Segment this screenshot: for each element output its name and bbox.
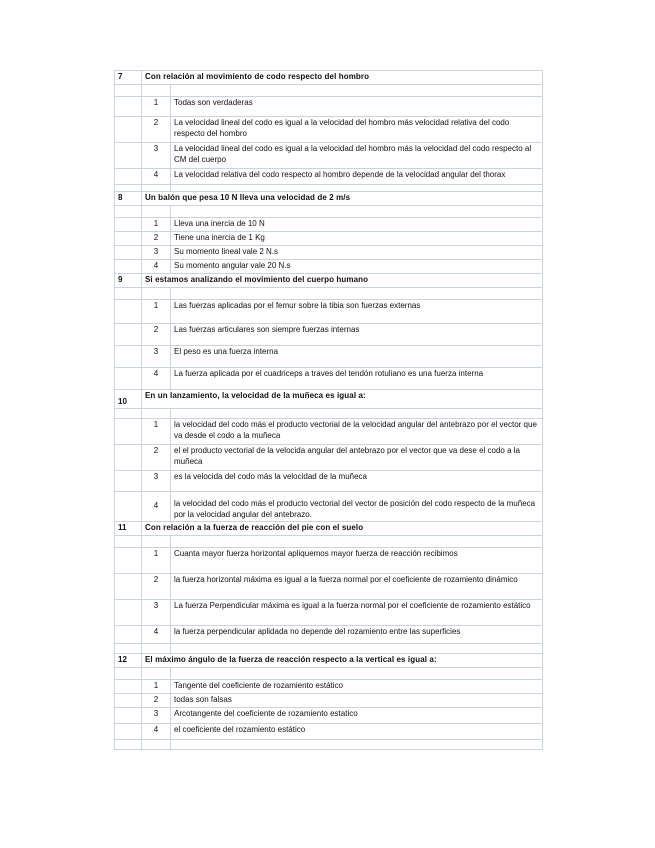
option-index: 4 (142, 626, 171, 644)
option-row (115, 260, 543, 274)
spacer-row (115, 409, 543, 419)
option-text: La velocidad lineal del codo es igual a la velocidad del hombro más velocidad relativa del codo respecto del hombro (171, 117, 543, 143)
question-row (115, 274, 543, 288)
question-text: El máximo ángulo de la fuerza de reacción respecto a la vertical es igual a: (142, 654, 543, 668)
question-number: 11 (115, 522, 142, 536)
option-text: Arcotangente del coeficiente de rozamiento estatico (171, 708, 543, 724)
option-index: 1 (142, 680, 171, 694)
option-text: el coeficiente del rozamiento estático (171, 724, 543, 740)
spacer-row (115, 206, 543, 218)
question-number: 12 (115, 654, 142, 668)
option-index: 4 (142, 368, 171, 390)
question-row (115, 390, 543, 409)
option-row (115, 600, 543, 626)
option-index: 3 (142, 143, 171, 169)
question-text: Un balón que pesa 10 N lleva una velocidad de 2 m/s (142, 192, 543, 206)
option-index: 4 (142, 724, 171, 740)
option-row (115, 419, 543, 445)
question-text: Con relación al movimiento de codo respecto del hombro (142, 71, 543, 85)
option-row (115, 492, 543, 522)
option-text: La velocidad relativa del codo respecto al hombro depende de la velocidad angular del thorax (171, 169, 543, 185)
option-index: 3 (142, 600, 171, 626)
option-text: Tiene una inercia de 1 Kg (171, 232, 543, 246)
option-text: la fuerza perpendicular aplidada no depende del rozamiento entre las superficies (171, 626, 543, 644)
option-row (115, 346, 543, 368)
option-index: 1 (142, 300, 171, 324)
question-number: 8 (115, 192, 142, 206)
option-row (115, 368, 543, 390)
option-index: 1 (142, 548, 171, 574)
option-row (115, 232, 543, 246)
option-index: 2 (142, 117, 171, 143)
question-sheet (114, 70, 543, 750)
spacer-row (115, 85, 543, 97)
option-text: el el producto vectorial de la velocida angular del antebrazo por el vector que va dese el codo a la muñeca (171, 445, 543, 471)
option-row (115, 324, 543, 346)
option-text: la velocidad del codo más el producto vectorial del vector de posición del codo respecto de la muñeca por la velocidad angular del antebrazo. (171, 492, 543, 522)
question-text: Si estamos analizando el movimiento del cuerpo humano (142, 274, 543, 288)
option-row (115, 246, 543, 260)
spacer-row (115, 668, 543, 680)
spacer-row (115, 536, 543, 548)
option-row (115, 694, 543, 708)
spacer-row (115, 185, 543, 192)
question-number: 10 (115, 390, 142, 409)
question-row (115, 522, 543, 536)
option-text: La fuerza aplicada por el cuadriceps a traves del tendón rotuliano es una fuerza interna (171, 368, 543, 390)
option-index: 1 (142, 97, 171, 117)
option-row (115, 445, 543, 471)
option-index: 3 (142, 708, 171, 724)
option-text: El peso es una fuerza interna (171, 346, 543, 368)
option-text: Tangente del coeficiente de rozamiento estático (171, 680, 543, 694)
question-row (115, 654, 543, 668)
question-number: 7 (115, 71, 142, 85)
option-text: Las fuerzas articulares son siempre fuerzas internas (171, 324, 543, 346)
spacer-row (115, 288, 543, 300)
option-index: 2 (142, 445, 171, 471)
option-row (115, 471, 543, 492)
option-index: 2 (142, 694, 171, 708)
option-index: 3 (142, 471, 171, 492)
option-text: Cuanta mayor fuerza horizontal apliquemos mayor fuerza de reacción recibimos (171, 548, 543, 574)
option-index: 2 (142, 574, 171, 600)
option-row (115, 300, 543, 324)
option-index: 3 (142, 246, 171, 260)
option-row (115, 574, 543, 600)
option-row (115, 169, 543, 185)
option-index: 2 (142, 232, 171, 246)
option-row (115, 218, 543, 232)
question-row (115, 71, 543, 85)
option-row (115, 143, 543, 169)
option-text: todas son falsas (171, 694, 543, 708)
option-text: la fuerza horizontal máxima es igual a la fuerza normal por el coeficiente de rozamiento dinámico (171, 574, 543, 600)
option-index: 2 (142, 324, 171, 346)
option-text: Su momento angular vale 20 N.s (171, 260, 543, 274)
option-row (115, 680, 543, 694)
question-row (115, 192, 543, 206)
option-text: La velocidad lineal del codo es igual a la velocidad del hombro más la velocidad del codo respecto al CM del cuerpo (171, 143, 543, 169)
option-row (115, 97, 543, 117)
option-index: 4 (142, 169, 171, 185)
option-index: 4 (142, 260, 171, 274)
option-row (115, 626, 543, 644)
option-text: La fuerza Perpendicular máxima es igual a la fuerza normal por el coeficiente de rozamiento estático (171, 600, 543, 626)
option-text: la velocidad del codo más el producto vectorial de la velocidad angular del antebrazo por el vector que va desde el codo a la muñeca (171, 419, 543, 445)
option-index: 1 (142, 218, 171, 232)
question-number: 9 (115, 274, 142, 288)
option-index: 4 (142, 492, 171, 522)
option-text: Su momento lineal vale 2 N.s (171, 246, 543, 260)
option-row (115, 117, 543, 143)
option-text: es la velocida del codo más la velocidad de la muñeca (171, 471, 543, 492)
question-text: En un lanzamiento, la velocidad de la muñeca es igual a: (142, 390, 543, 409)
spacer-row (115, 644, 543, 654)
spacer-row (115, 740, 543, 750)
option-row (115, 548, 543, 574)
option-text: Las fuerzas aplicadas por el femur sobre la tibia son fuerzas externas (171, 300, 543, 324)
option-row (115, 708, 543, 724)
option-index: 3 (142, 346, 171, 368)
question-text: Con relación a la fuerza de reacción del pie con el suelo (142, 522, 543, 536)
option-row (115, 724, 543, 740)
option-text: Todas son verdaderas (171, 97, 543, 117)
option-text: Lleva una inercia de 10 N (171, 218, 543, 232)
option-index: 1 (142, 419, 171, 445)
